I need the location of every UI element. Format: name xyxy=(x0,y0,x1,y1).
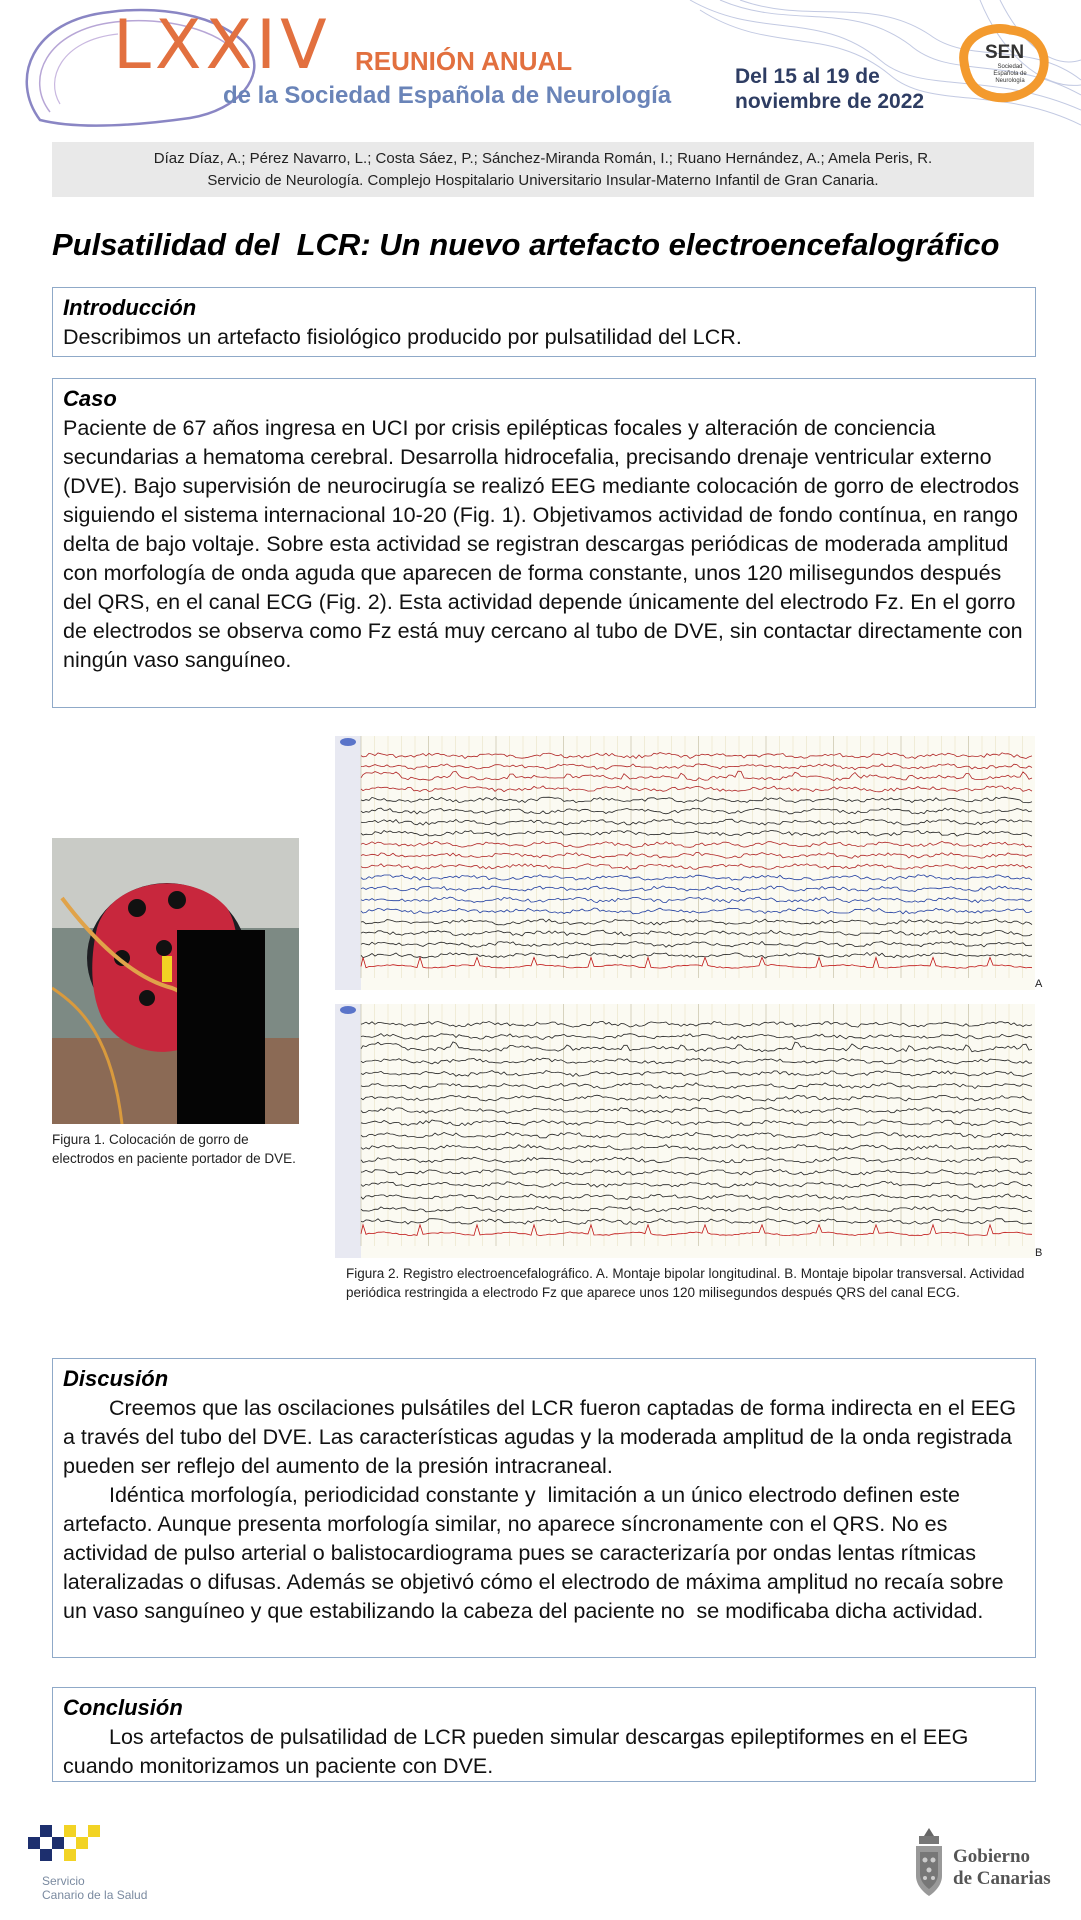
conclusion-text: Los artefactos de pulsatilidad de LCR pueden simular descargas epileptiformes en el EEG cuando monitorizamos un paciente con DVE. xyxy=(63,1725,969,1778)
conclusion-section xyxy=(52,1687,1036,1782)
authors-list: Díaz Díaz, A.; Pérez Navarro, L.; Costa Sáez, P.; Sánchez-Miranda Román, I.; Ruano Hernández, A.; Amela Peris, R. xyxy=(153,150,933,167)
panel-label-b: B xyxy=(1035,1247,1043,1259)
figure1-photo xyxy=(52,838,299,1124)
scs-line-2: Canario de la Salud xyxy=(42,1888,148,1902)
eeg-viewer-icon xyxy=(340,1006,356,1014)
eeg-recording-b xyxy=(335,1004,1035,1258)
congress-society-name: de la Sociedad Española de Neurología xyxy=(223,82,672,109)
sen-logo-abbr: SEN xyxy=(985,42,1025,63)
gov-line-2: de Canarias xyxy=(953,1868,1051,1889)
case-heading: Caso xyxy=(63,386,117,411)
poster-title: Pulsatilidad del LCR: Un nuevo artefacto electroencefalográfico xyxy=(52,227,1000,262)
congress-meeting-label: REUNIÓN ANUAL xyxy=(355,46,573,76)
discussion-heading: Discusión xyxy=(63,1366,169,1391)
discussion-paragraph-2: Idéntica morfología, periodicidad constante y limitación a un único electrodo definen este artefacto. Aunque presenta morfología similar, no aparece síncronamente con el QRS. No es actividad de pulso arterial o balistocardiograma pues se caracterizaría por ondas lentas rítmicas lateralizadas o difusas. Además se objetivó cómo el electrodo de máxima amplitud no recaía sobre un vaso sanguíneo y que estabilizando la cabeza del paciente no se modificaba dicha actividad. xyxy=(63,1483,1010,1623)
eeg-viewer-icon xyxy=(340,738,356,746)
gov-line-1: Gobierno xyxy=(953,1846,1031,1867)
scs-line-1: Servicio xyxy=(42,1874,85,1888)
figure2-caption: Figura 2. Registro electroencefalográfico. A. Montaje bipolar longitudinal. B. Montaje bipolar transversal. Actividad periódica restringida a electrodo Fz que aparece unos 120 milisegundos después QRS del canal ECG. xyxy=(346,1266,1025,1300)
introduction-heading: Introducción xyxy=(63,295,197,320)
case-text: Paciente de 67 años ingresa en UCI por crisis epilépticas focales y alteración de conciencia secundarias a hematoma cerebral. Desarrolla hidrocefalia, precisando drenaje ventricular externo (DVE). Bajo supervisión de neurocirugía se realizó EEG mediante colocación de gorro de electrodos siguiendo el sistema internacional 10-20 (Fig. 1). Objetivamos actividad de fondo contínua, en rango delta de bajo voltaje. Sobre esta actividad se registran descargas periódicas de moderada amplitud con morfología de onda aguda que aparecen de forma constante, unos 120 milisegundos después del QRS, en el canal ECG (Fig. 2). Esta actividad depende únicamente del electrodo Fz. En el gorro de electrodos se observa como Fz está muy cercano al tubo de DVE, sin contactar directamente con ningún vaso sanguíneo. xyxy=(63,416,1023,672)
gobierno-canarias-text xyxy=(953,1846,1051,1890)
scs-logo-text xyxy=(42,1874,147,1902)
gobierno-shield-icon xyxy=(912,1826,946,1898)
panel-label-a: A xyxy=(1035,978,1043,990)
congress-header xyxy=(0,0,1081,138)
congress-numeral: LXXIV xyxy=(113,6,331,85)
eeg-recording-a xyxy=(335,736,1035,990)
figure1-caption: Figura 1. Colocación de gorro de electrodos en paciente portador de DVE. xyxy=(52,1132,296,1166)
dates-line-2: noviembre de 2022 xyxy=(735,90,925,113)
scs-logo-icon xyxy=(28,1825,100,1873)
case-section xyxy=(52,378,1036,708)
sen-logo-fullname: Sociedad Española de Neurología xyxy=(993,64,1027,84)
discussion-paragraph-1: Creemos que las oscilaciones pulsátiles del LCR fueron captadas de forma indirecta en el EEG a través del tubo del DVE. Las características agudas y la moderada amplitud de la onda registrada pueden ser reflejo del aumento de la presión intracraneal. xyxy=(63,1396,1017,1478)
dates-line-1: Del 15 al 19 de xyxy=(735,65,880,88)
congress-dates xyxy=(735,64,965,114)
discussion-section xyxy=(52,1358,1036,1658)
authors-affiliation: Servicio de Neurología. Complejo Hospitalario Universitario Insular-Materno Infantil de Gran Canaria. xyxy=(207,172,879,189)
discussion-text xyxy=(63,1394,1027,1626)
introduction-section xyxy=(52,287,1036,357)
introduction-text: Describimos un artefacto fisiológico producido por pulsatilidad del LCR. xyxy=(63,325,742,349)
conclusion-heading: Conclusión xyxy=(63,1695,183,1720)
